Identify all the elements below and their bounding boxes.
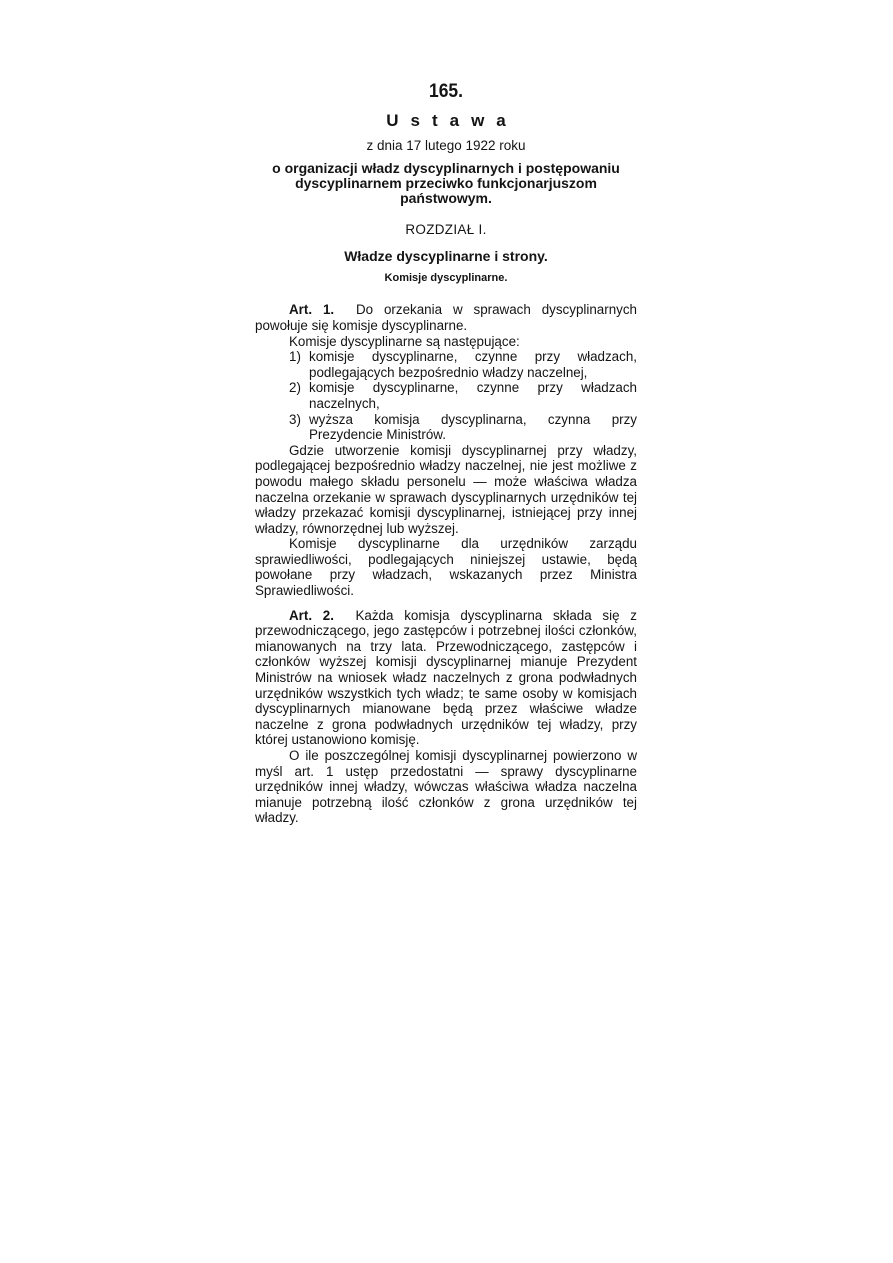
art1-label: Art. 1. bbox=[289, 302, 335, 318]
text-column bbox=[255, 80, 637, 826]
document-heading: Ustawa bbox=[386, 111, 518, 130]
section-title: Komisje dyscyplinarne. bbox=[384, 271, 508, 284]
list-item-text: wyższa komisja dyscyplinarna, czynna przy Prezydencie Ministrów. bbox=[309, 411, 637, 443]
art1-paragraph bbox=[255, 302, 637, 333]
document-number: 165. bbox=[428, 81, 464, 102]
list-item-text: komisje dyscyplinarne, czynne przy władzach naczelnych, bbox=[309, 380, 637, 411]
chapter-title: Władze dyscyplinarne i strony. bbox=[344, 248, 548, 265]
list-item-text: komisje dyscyplinarne, czynne przy władzach, podlegających bezpośrednio władzy naczelnej, bbox=[309, 349, 637, 380]
art1-intro: Komisje dyscyplinarne są następujące: bbox=[289, 333, 520, 349]
list-item-number: 3) bbox=[289, 411, 301, 427]
date-line: z dnia 17 lutego 1922 roku bbox=[366, 138, 526, 153]
art1-paragraph-2: Gdzie utworzenie komisji dyscyplinarnej przy władzy, podlegającej bezpośrednio władzy naczelnej, nie jest możliwe z powodu małego składu personelu — może właściwa władza naczelna orzekanie w sprawach dyscyplinarnych urzędników tej władzy przekazać komisji dyscyplinarnej, istniejącej przy innej władzy, równorzędnej lub wyższej. bbox=[255, 442, 637, 536]
list-item-number: 2) bbox=[289, 380, 301, 396]
list-item bbox=[255, 349, 637, 380]
art2-text: Każda komisja dyscyplinarna składa się z przewodniczącego, jego zastępców i potrzebnej ilości członków, mianowanych na trzy lata. Przewodniczącego, zastępców i członków wyższej komisji dyscyplinarnej mianuje Prezydent Ministrów na wniosek władz naczelnych z grona podwładnych urzędników wszystkich tych władz; te same osoby w komisjach dyscyplinarnych mianowane będą przez właściwe władze naczelne z grona podwładnych urzędników tej władzy, przy której ustanowiono komisję. bbox=[255, 607, 637, 748]
art1-paragraph-3: Komisje dyscyplinarne dla urzędników zarządu sprawiedliwości, podlegających niniejszej ustawie, będą powołane przy władzach, wskazanych przez Ministra Sprawiedliwości. bbox=[255, 536, 637, 599]
art1-text: Do orzekania w sprawach dyscyplinarnych powołuje się komisje dyscyplinarne. bbox=[255, 302, 637, 333]
chapter-heading: ROZDZIAŁ I. bbox=[405, 221, 487, 237]
art2-label: Art. 2. bbox=[289, 607, 334, 623]
list-item bbox=[255, 412, 637, 443]
art2-paragraph bbox=[255, 608, 637, 748]
list-item bbox=[255, 380, 637, 411]
document-title: o organizacji władz dyscyplinarnych i postępowaniu dyscyplinarnem przeciwko funkcjonarjuszom państwowym. bbox=[272, 159, 620, 206]
list-item-number: 1) bbox=[289, 349, 301, 365]
art2-paragraph-2: O ile poszczególnej komisji dyscyplinarnej powierzono w myśl art. 1 ustęp przedostatni — sprawy dyscyplinarne urzędników innej władzy, wówczas właściwa władza naczelna mianuje potrzebną ilość członków z grona urzędników tej władzy. bbox=[255, 748, 637, 826]
